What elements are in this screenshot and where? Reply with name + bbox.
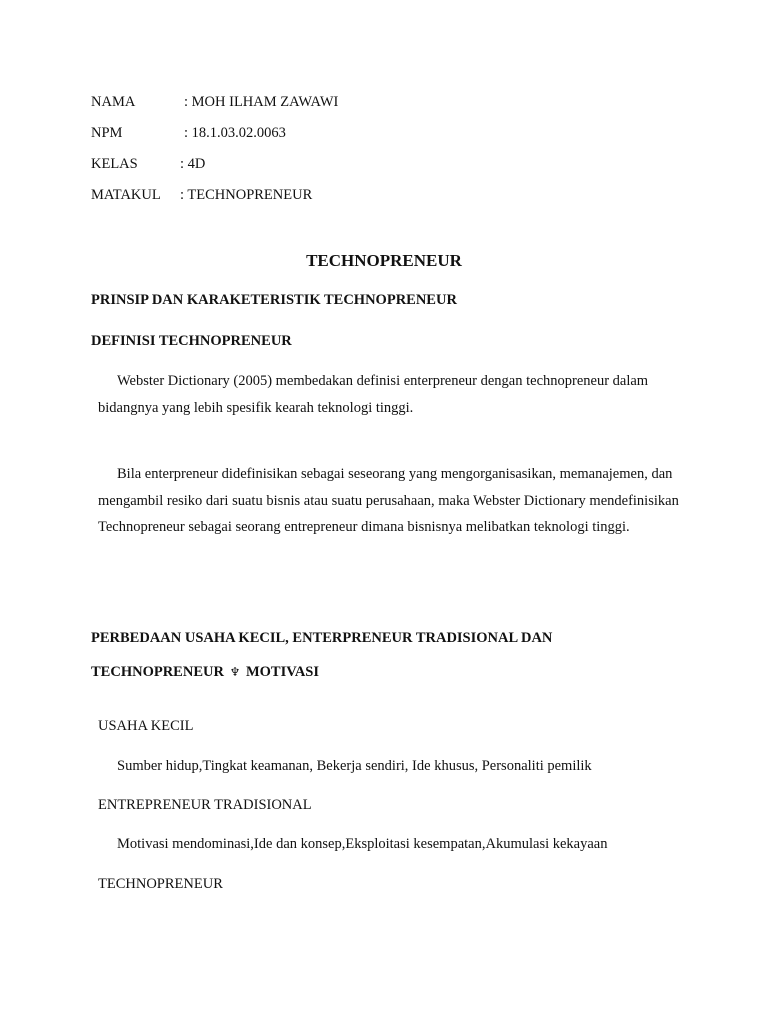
heading-perbedaan-rest: MOTIVASI bbox=[245, 664, 320, 680]
section-text-usaha-kecil: Sumber hidup,Tingkat keamanan, Bekerja sendiri, Ide khusus, Personaliti pemilik bbox=[117, 758, 592, 774]
section-heading-entrepreneur-tradisional: ENTREPRENEUR TRADISIONAL bbox=[98, 797, 312, 813]
value-nama: : MOH ILHAM ZAWAWI bbox=[184, 94, 339, 110]
heading-perbedaan-line1: PERBEDAAN USAHA KECIL, ENTERPRENEUR TRADISIONAL DAN bbox=[91, 630, 553, 646]
label-kelas: KELAS bbox=[91, 156, 138, 172]
label-nama: NAMA bbox=[91, 94, 136, 110]
bullet-symbol-icon: ♆ bbox=[229, 665, 241, 679]
section-text-entrepreneur-tradisional: Motivasi mendominasi,Ide dan konsep,Eksploitasi kesempatan,Akumulasi kekayaan bbox=[117, 836, 608, 852]
label-npm: NPM bbox=[91, 125, 123, 141]
value-kelas: : 4D bbox=[180, 156, 206, 172]
label-matakul: MATAKUL bbox=[91, 187, 161, 203]
paragraph-webster: Webster Dictionary (2005) membedakan definisi enterpreneur dengan technopreneur dalam bidangnya yang lebih spesifik kearah teknologi tinggi. bbox=[98, 373, 649, 416]
heading-perbedaan-line2 bbox=[91, 664, 319, 681]
heading-definisi: DEFINISI TECHNOPRENEUR bbox=[91, 333, 292, 349]
value-matakul: : TECHNOPRENEUR bbox=[180, 187, 313, 203]
document-title: TECHNOPRENEUR bbox=[306, 251, 462, 270]
paragraph-definisi: Bila enterpreneur didefinisikan sebagai seseorang yang mengorganisasikan, memanajemen, dan mengambil resiko dari suatu bisnis atau suatu perusahaan, maka Webster Dictionary mendefinisikan Technopreneur sebagai seorang entrepreneur dimana bisnisnya melibatkan teknologi tinggi. bbox=[98, 466, 679, 535]
heading-perbedaan-text: TECHNOPRENEUR bbox=[91, 664, 224, 680]
section-heading-technopreneur: TECHNOPRENEUR bbox=[98, 876, 223, 892]
value-npm: : 18.1.03.02.0063 bbox=[184, 125, 286, 141]
section-heading-usaha-kecil: USAHA KECIL bbox=[98, 718, 194, 734]
heading-prinsip: PRINSIP DAN KARAKETERISTIK TECHNOPRENEUR bbox=[91, 292, 457, 308]
